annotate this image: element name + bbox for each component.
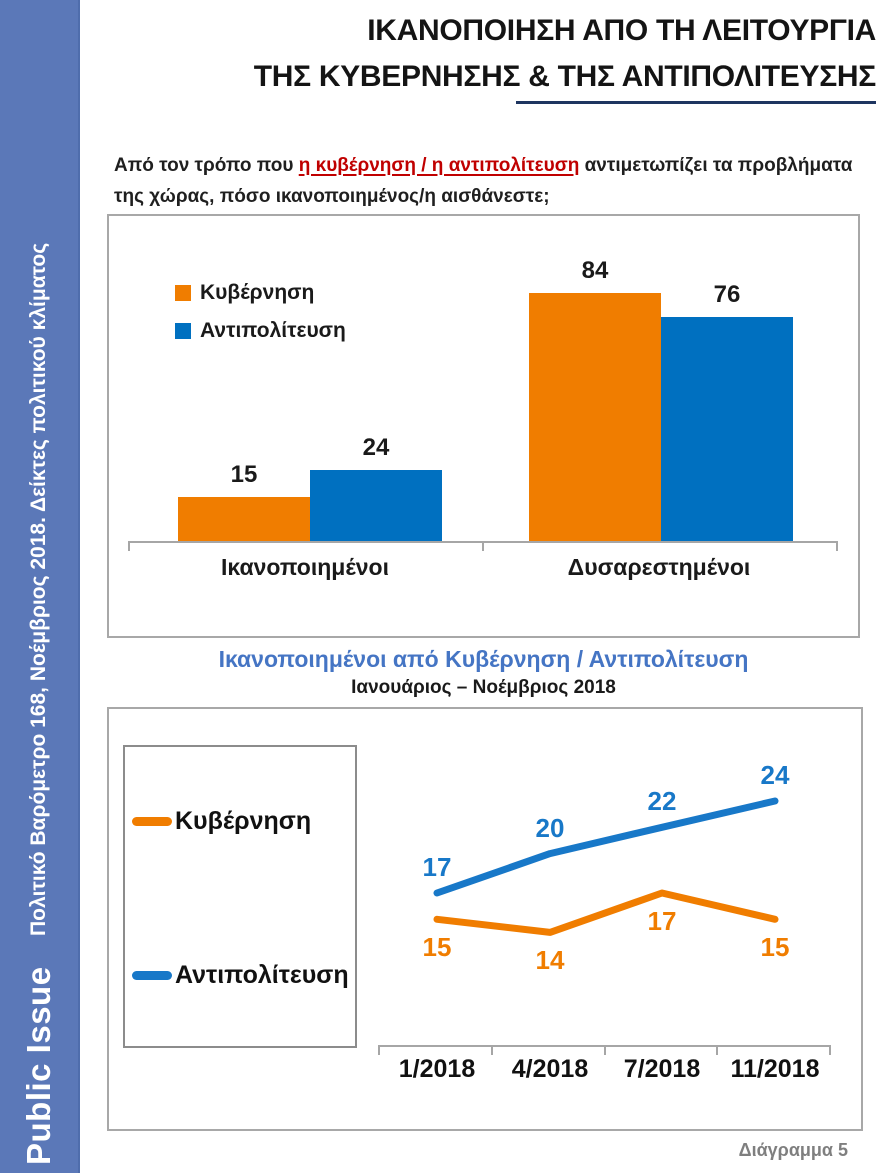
- bar-plot-area: [109, 216, 858, 636]
- legend-label-opposition: Αντιπολίτευση: [200, 319, 346, 342]
- category-label: Ικανοποιημένοι: [221, 554, 389, 580]
- bar-value-label: 76: [713, 281, 741, 308]
- title-line-1: ΙΚΑΝΟΠΟΙΗΣΗ ΑΠΟ ΤΗ ΛΕΙΤΟΥΡΓΙΑ: [367, 14, 876, 47]
- title-line-2: ΤΗΣ ΚΥΒΕΡΝΗΣΗΣ & ΤΗΣ ΑΝΤΙΠΟΛΙΤΕΥΣΗΣ: [253, 60, 876, 93]
- series-line-government: [437, 893, 775, 932]
- category-label: Δυσαρεστημένοι: [567, 554, 751, 580]
- x-axis-tick: [836, 541, 838, 551]
- line-chart-title: Ικανοποιημένοι από Κυβέρνηση / Αντιπολίτευση: [218, 646, 749, 672]
- point-label: 15: [760, 932, 790, 963]
- sidebar-subtitle: Πολιτικό Βαρόμετρο 168, Νοέμβριος 2018. Δείκτες πολιτικού κλίματος: [27, 243, 50, 937]
- point-label: 20: [535, 812, 565, 843]
- brand-logo-text: Public Issue: [20, 966, 57, 1165]
- point-label: 15: [422, 932, 452, 963]
- sidebar-vertical-text: [0, 0, 78, 1173]
- bar-government: [178, 497, 310, 541]
- legend-label-government: Κυβέρνηση: [175, 806, 312, 835]
- point-label: 17: [422, 852, 452, 883]
- line-series-svg: [109, 709, 861, 1129]
- bar-chart: [107, 214, 860, 638]
- line-chart: [107, 707, 863, 1131]
- figure-caption: Διάγραμμα 5: [738, 1140, 848, 1160]
- bar-value-label: 15: [230, 461, 258, 488]
- bar-opposition: [310, 470, 442, 541]
- question-suffix: αντιμετωπίζει τα προβλήματα της χώρας, πόσο ικανοποιημένος/η αισθάνεστε;: [114, 155, 853, 207]
- bar-opposition: [661, 317, 793, 541]
- legend-label-government: Κυβέρνηση: [200, 281, 315, 304]
- series-line-opposition: [437, 801, 775, 893]
- page-title: [254, 8, 876, 100]
- bar-value-label: 24: [362, 434, 390, 461]
- x-axis-tick: [128, 541, 130, 551]
- question-prefix: Από τον τρόπο που: [114, 155, 299, 176]
- x-axis-label: 7/2018: [623, 1055, 701, 1083]
- survey-question: [114, 150, 869, 212]
- bar-government: [529, 293, 661, 541]
- x-axis-label: 4/2018: [511, 1055, 589, 1083]
- legend-label-opposition: Αντιπολίτευση: [175, 960, 349, 989]
- bar-value-label: 84: [581, 257, 609, 284]
- x-axis-label: 11/2018: [730, 1055, 820, 1083]
- point-label: 22: [647, 786, 677, 817]
- sidebar: [0, 0, 80, 1173]
- question-highlight: η κυβέρνηση / η αντιπολίτευση: [298, 155, 580, 176]
- point-label: 17: [647, 906, 677, 937]
- line-plot-area: [109, 709, 861, 1129]
- x-axis-tick: [482, 541, 484, 551]
- line-chart-subtitle: Ιανουάριος – Νοέμβριος 2018: [351, 677, 616, 698]
- point-label: 24: [760, 760, 790, 791]
- x-axis-label: 1/2018: [398, 1055, 476, 1083]
- point-label: 14: [535, 945, 565, 976]
- title-underline: [516, 101, 876, 104]
